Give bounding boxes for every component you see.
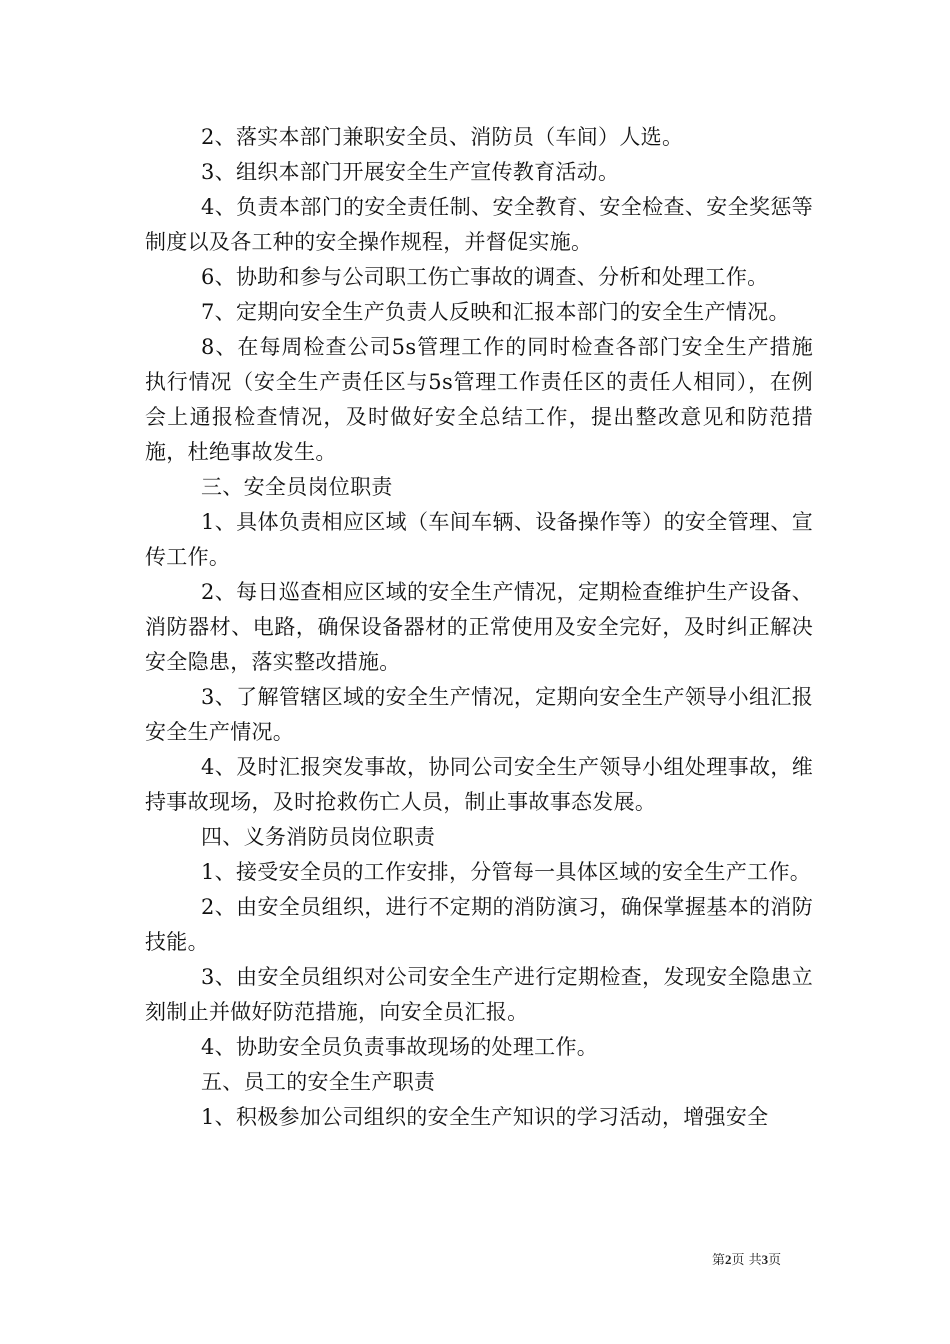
paragraph: 2、由安全员组织，进行不定期的消防演习，确保掌握基本的消防技能。 — [145, 895, 813, 954]
paragraph: 8、在每周检查公司5s管理工作的同时检查各部门安全生产措施执行情况（安全生产责任区与5s管理工作责任区的责任人相同），在例会上通报检查情况，及时做好安全总结工作，提出整改意见和防范措施，杜绝事故发生。 — [145, 335, 813, 464]
footer-suffix: 页 — [768, 1253, 782, 1268]
current-page-number: 2 — [725, 1252, 732, 1267]
section-heading: 四、义务消防员岗位职责 — [201, 825, 436, 849]
paragraph: 2、每日巡查相应区域的安全生产情况，定期检查维护生产设备、消防器材、电路，确保设备器材的正常使用及安全完好，及时纠正解决安全隐患，落实整改措施。 — [145, 580, 813, 674]
paragraph: 4、负责本部门的安全责任制、安全教育、安全检查、安全奖惩等制度以及各工种的安全操作规程，并督促实施。 — [145, 195, 813, 254]
footer-middle: 页 共 — [731, 1253, 762, 1268]
paragraph: 1、具体负责相应区域（车间车辆、设备操作等）的安全管理、宣传工作。 — [145, 510, 813, 569]
paragraph: 7、定期向安全生产负责人反映和汇报本部门的安全生产情况。 — [201, 300, 790, 324]
footer-prefix: 第 — [712, 1253, 726, 1268]
paragraph: 2、落实本部门兼职安全员、消防员（车间）人选。 — [201, 125, 684, 149]
paragraph: 1、积极参加公司组织的安全生产知识的学习活动，增强安全 — [201, 1105, 769, 1129]
paragraph: 1、接受安全员的工作安排，分管每一具体区域的安全生产工作。 — [201, 860, 812, 884]
page-number-footer — [712, 1249, 822, 1268]
paragraph: 3、了解管辖区域的安全生产情况，定期向安全生产领导小组汇报安全生产情况。 — [145, 685, 813, 744]
paragraph: 6、协助和参与公司职工伤亡事故的调查、分析和处理工作。 — [201, 265, 769, 289]
paragraph: 4、协助安全员负责事故现场的处理工作。 — [201, 1035, 599, 1059]
paragraph: 3、由安全员组织对公司安全生产进行定期检查，发现安全隐患立刻制止并做好防范措施，向安全员汇报。 — [145, 965, 813, 1024]
section-heading: 三、安全员岗位职责 — [201, 475, 393, 499]
paragraph: 3、组织本部门开展安全生产宣传教育活动。 — [201, 160, 620, 184]
paragraph: 4、及时汇报突发事故，协同公司安全生产领导小组处理事故，维持事故现场，及时抢救伤亡人员，制止事故事态发展。 — [145, 755, 813, 814]
document-body — [145, 120, 813, 1135]
total-pages-number: 3 — [761, 1252, 769, 1267]
section-heading: 五、员工的安全生产职责 — [201, 1070, 436, 1094]
